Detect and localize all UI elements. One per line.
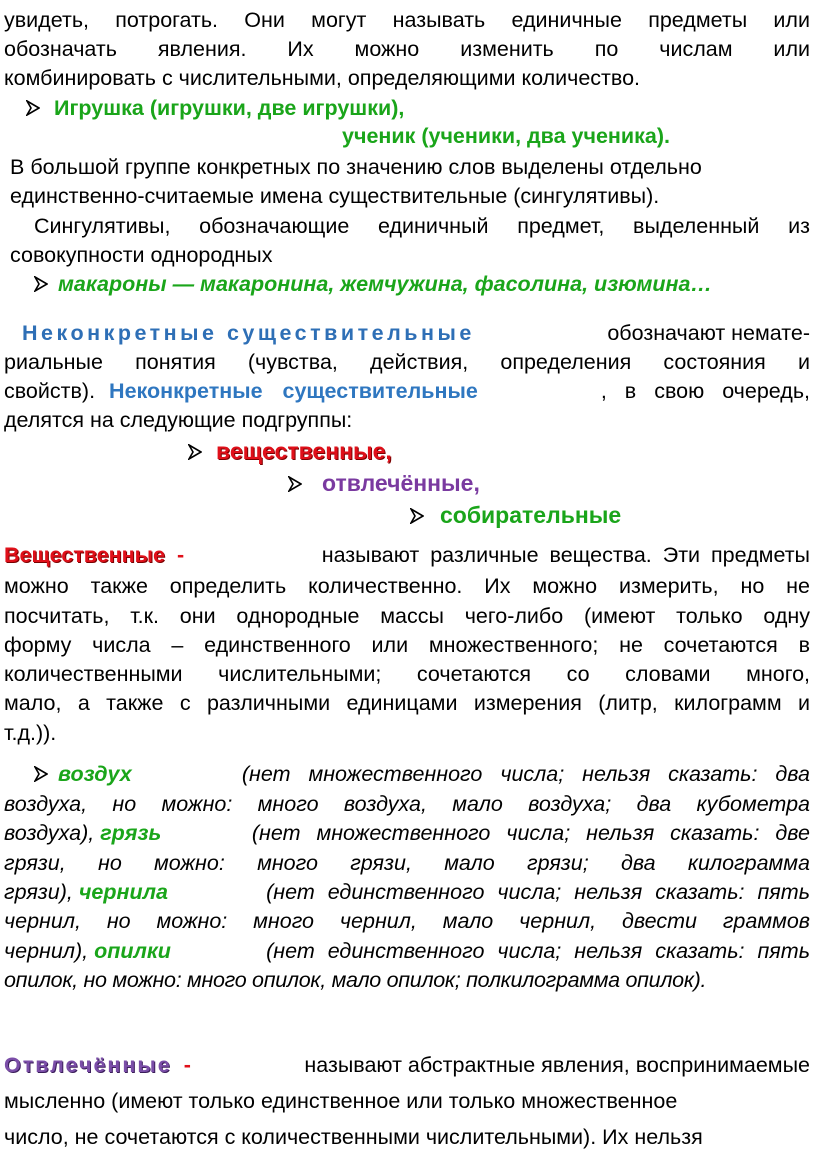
paragraph-text: называют различные вещества. Эти предметы <box>321 543 810 567</box>
example-line <box>26 94 404 123</box>
paragraph-line: грязи, но можно: много грязи, мало грязи; два килограмма <box>4 851 810 875</box>
term-heading: Вещественные <box>4 543 165 567</box>
paragraph-line: В большой группе конкретных по значению слов выделены отдельно <box>10 155 702 179</box>
paragraph-line: посчитать, т.к. они однородные массы чего-либо (имеют только одну <box>4 604 810 628</box>
arrow-bullet-icon <box>26 100 40 116</box>
paragraph-line: количественными числительными; сочетаются со словами много, <box>4 662 810 686</box>
subgroup-item: вещественные, <box>188 437 392 466</box>
paragraph-line <box>22 319 810 348</box>
paragraph-line: делятся на следующие подгруппы: <box>4 408 353 432</box>
arrow-bullet-icon <box>34 276 48 292</box>
paragraph-line: совокупности однородных <box>10 243 273 267</box>
paragraph-text: , в свою очередь, <box>600 379 810 403</box>
paragraph-line: чернил, но можно: много чернил, мало чернил, двести граммов <box>4 909 810 933</box>
paragraph-text: свойств). <box>4 379 96 403</box>
paragraph-line: Сингулятивы, обозначающие единичный предмет, выделенный из <box>34 214 810 238</box>
paragraph-line: единственно-считаемые имена существительные (сингулятивы). <box>10 184 660 208</box>
paragraph-line: т.д.)). <box>4 721 57 745</box>
arrow-bullet-icon <box>288 476 302 492</box>
subgroup-item: собирательные <box>410 501 621 530</box>
term-heading: Отвлечённые <box>4 1053 172 1077</box>
paragraph-text: называют абстрактные явления, воспринимаемые <box>304 1053 810 1077</box>
paragraph-line: увидеть, потрогать. Они могут называть единичные предметы или <box>4 8 810 32</box>
example-line <box>34 270 712 299</box>
paragraph-line: воздуха), грязь (нет множественного числа; нельзя сказать: две <box>4 821 810 845</box>
paragraph-line <box>4 1051 810 1080</box>
example-text: Игрушка (игрушки, две игрушки), <box>54 96 405 120</box>
example-text: ученик (ученики, два ученика). <box>342 124 670 148</box>
paragraph-line: мало, а также с различными единицами измерения (литр, килограмм и <box>4 691 810 715</box>
example-line <box>34 760 810 789</box>
paragraph-line: мысленно (имеют только единственное или только множественное <box>4 1089 678 1113</box>
paragraph-line: форму числа – единственного или множественного; не сочетаются в <box>4 633 810 657</box>
paragraph-line: обозначать явления. Их можно изменить по числам или <box>4 37 810 61</box>
term-inline: Неконкретные существительные <box>109 379 478 403</box>
paragraph-line: грязи), чернила (нет единственного числа; нельзя сказать: пять <box>4 880 810 904</box>
example-word: опилки <box>94 939 171 963</box>
example-word: чернила <box>78 880 168 904</box>
paragraph-line: чернил), опилки (нет единственного числа; нельзя сказать: пять <box>4 939 810 963</box>
paragraph-line: можно также определить количественно. Их можно измерить, но не <box>4 574 810 598</box>
term-dash: - <box>183 1053 191 1077</box>
paragraph-line: воздуха, но можно: много воздуха, мало воздуха; два кубометра <box>4 792 810 816</box>
paragraph-line <box>4 377 810 406</box>
subgroup-item: отвлечённые, <box>288 469 480 498</box>
paragraph-text: (нет множественного числа; нельзя сказать: два <box>241 762 810 786</box>
example-text: макароны — макаронина, жемчужина, фасолина, изюмина… <box>58 272 712 296</box>
example-word: грязь <box>100 821 162 845</box>
paragraph-line: число, не сочетаются с количественными числительными). Их нельзя <box>4 1125 703 1149</box>
arrow-bullet-icon <box>188 444 202 460</box>
term-dash: - <box>176 543 185 567</box>
paragraph-line: риальные понятия (чувства, действия, определения состояния и <box>4 350 810 374</box>
paragraph-line: опилок, но можно: много опилок, мало опилок; полкилограмма опилок). <box>4 968 707 992</box>
paragraph-text: обозначают немате- <box>607 321 810 345</box>
example-word: воздух <box>58 762 132 786</box>
term-heading: Неконкретные существительные <box>22 321 475 345</box>
arrow-bullet-icon <box>34 766 48 782</box>
arrow-bullet-icon <box>410 508 424 524</box>
paragraph-line <box>4 541 810 570</box>
paragraph-line: комбинировать с числительными, определяющими количество. <box>4 66 641 90</box>
